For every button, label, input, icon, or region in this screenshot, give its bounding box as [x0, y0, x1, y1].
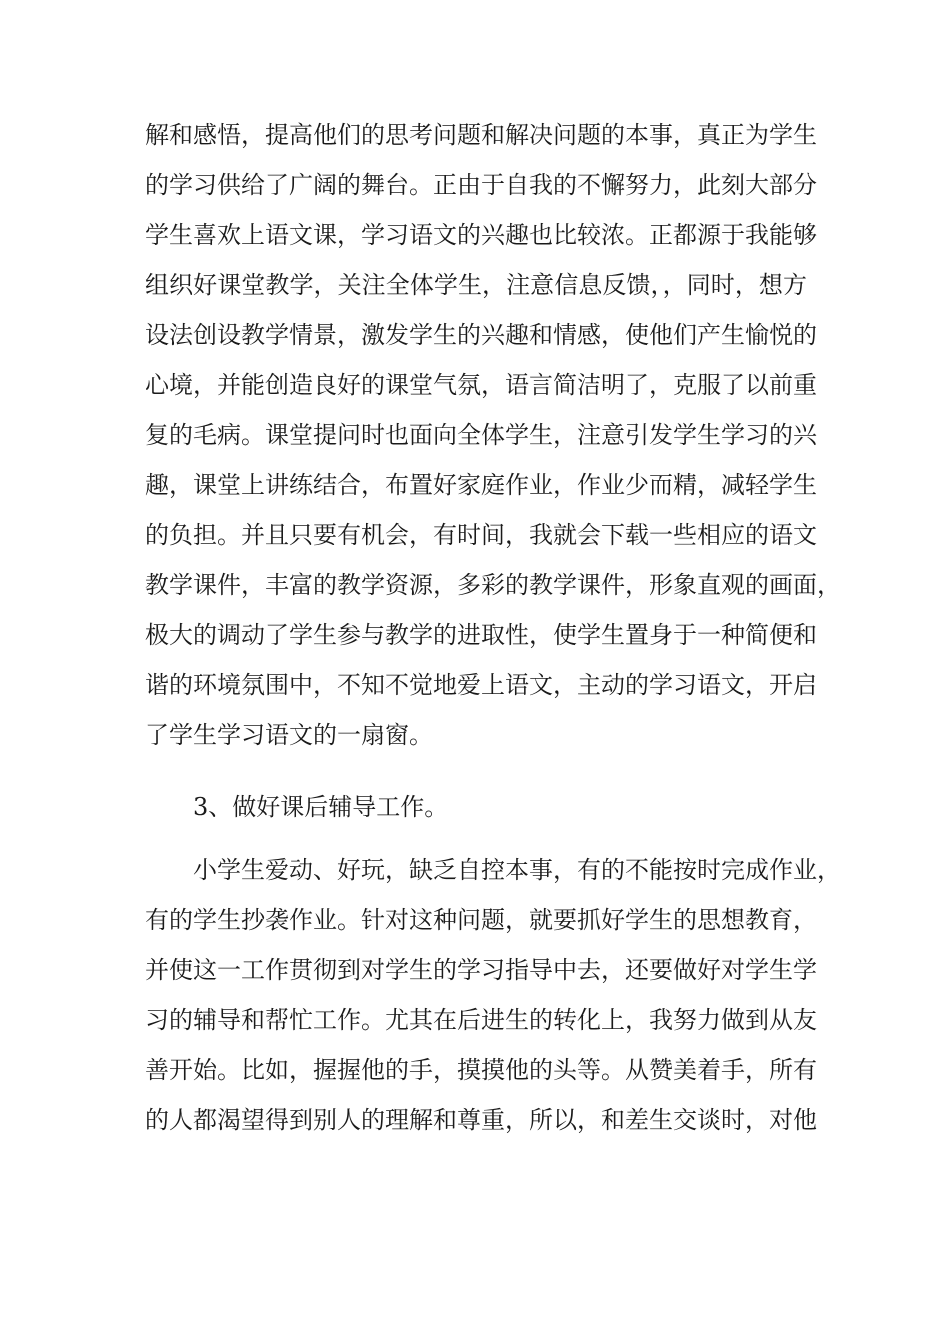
text-line: 复的毛病。课堂提问时也面向全体学生，注意引发学生学习的兴: [145, 421, 817, 449]
text-line: 了学生学习语文的一扇窗。: [145, 721, 433, 749]
text-line: 有的学生抄袭作业。针对这种问题，就要抓好学生的思想教育，: [145, 906, 817, 934]
text-line: 学生喜欢上语文课，学习语文的兴趣也比较浓。正都源于我能够: [145, 221, 817, 249]
text-line: 设法创设教学情景，激发学生的兴趣和情感，使他们产生愉悦的: [145, 321, 817, 349]
text-line: 习的辅导和帮忙工作。尤其在后进生的转化上，我努力做到从友: [145, 1006, 817, 1034]
text-line: 教学课件，丰富的教学资源，多彩的教学课件，形象直观的画面，: [145, 571, 841, 599]
text-line: 的负担。并且只要有机会，有时间，我就会下载一些相应的语文: [145, 521, 817, 549]
section-heading: 3、做好课后辅导工作。: [193, 793, 449, 821]
text-line: 心境，并能创造良好的课堂气氛，语言简洁明了，克服了以前重: [145, 371, 817, 399]
text-line: 善开始。比如，握握他的手，摸摸他的头等。从赞美着手，所有: [145, 1056, 817, 1084]
text-line: 趣，课堂上讲练结合，布置好家庭作业，作业少而精，减轻学生: [145, 471, 817, 499]
text-line: 解和感悟，提高他们的思考问题和解决问题的本事，真正为学生: [145, 121, 817, 149]
text-line: 的人都渴望得到别人的理解和尊重，所以，和差生交谈时，对他: [145, 1106, 817, 1134]
text-line: 极大的调动了学生参与教学的进取性，使学生置身于一种简便和: [145, 621, 817, 649]
text-line: 并使这一工作贯彻到对学生的学习指导中去，还要做好对学生学: [145, 956, 817, 984]
text-line: 小学生爱动、好玩，缺乏自控本事，有的不能按时完成作业，: [193, 856, 841, 884]
text-line: 的学习供给了广阔的舞台。正由于自我的不懈努力，此刻大部分: [145, 171, 817, 199]
text-line: 组织好课堂教学，关注全体学生，注意信息反馈，，同时，想方: [145, 271, 807, 299]
text-line: 谐的环境氛围中，不知不觉地爱上语文，主动的学习语文，开启: [145, 671, 817, 699]
